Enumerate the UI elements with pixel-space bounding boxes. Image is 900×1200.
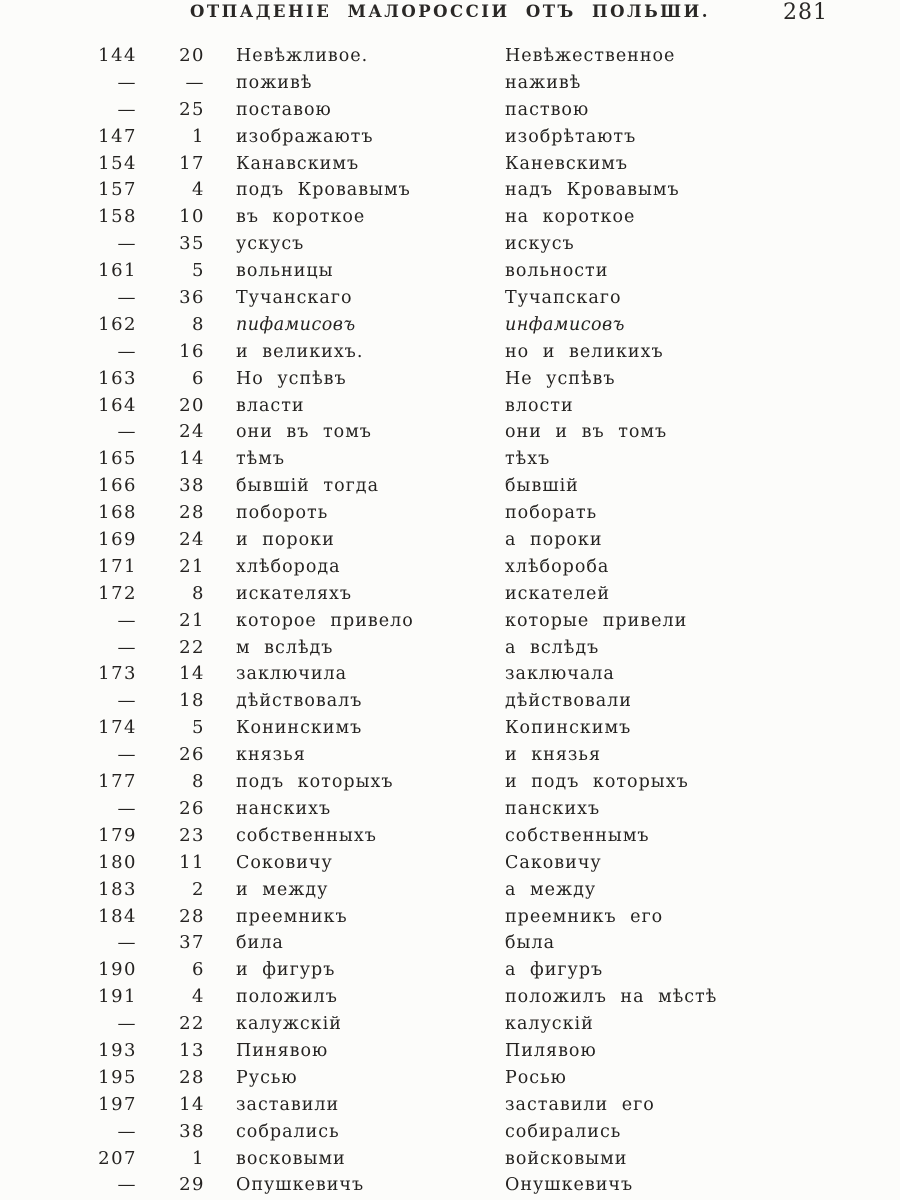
corrected-text-cell: Пилявою [505,1040,597,1061]
corrected-text-cell: они и въ томъ [505,422,668,443]
page-number-cell: — [117,609,137,631]
table-row [0,285,900,312]
page-number-cell: 193 [98,1039,137,1061]
printed-text-cell: преемникъ [236,906,348,927]
printed-text-cell: била [236,933,284,954]
table-row [0,70,900,97]
table-row [0,1065,900,1092]
page-number-cell: — [117,71,137,93]
printed-text-cell: Канавскимъ [236,153,360,174]
corrected-text-cell: хлѣбороба [505,556,610,577]
table-row [0,151,900,178]
printed-text-cell: Тучанскаго [236,288,353,309]
table-row [0,177,900,204]
line-number-cell: 4 [192,986,205,1008]
table-row [0,554,900,581]
printed-text-cell: Пинявою [236,1040,329,1061]
page-number-cell: 207 [98,1147,137,1169]
table-row [0,366,900,393]
page-number-cell: 183 [98,878,137,900]
printed-text-cell: Русью [236,1067,298,1088]
table-row [0,43,900,70]
printed-text-cell: вольницы [236,261,334,282]
printed-text-cell: и пороки [236,530,335,551]
page-number-cell: 173 [98,663,137,685]
corrected-text-cell: на короткое [505,207,636,228]
page-number: 281 [783,0,828,25]
table-row [0,258,900,285]
printed-text-cell: нанскихъ [236,798,332,819]
line-number-cell: 25 [179,98,205,120]
line-number-cell: 10 [179,206,205,228]
line-number-cell: 24 [179,529,205,551]
printed-text-cell: изображаютъ [236,126,374,147]
page-number-cell: — [117,932,137,954]
running-title: ОТПАДЕНІЕ МАЛОРОССІИ ОТЪ ПОЛЬШИ. [190,2,710,21]
line-number-cell: 35 [179,233,205,255]
table-row [0,608,900,635]
line-number-cell: 21 [179,609,205,631]
page-number-cell: 171 [98,555,137,577]
errata-table [0,43,900,1199]
table-row [0,635,900,662]
printed-text-cell: Соковичу [236,852,333,873]
line-number-cell: 28 [179,1066,205,1088]
table-row [0,1146,900,1173]
table-row [0,877,900,904]
printed-text-cell: подъ которыхъ [236,772,394,793]
printed-text-cell: заставили [236,1094,340,1115]
line-number-cell: 1 [192,125,205,147]
line-number-cell: — [185,71,205,93]
page-number-cell: — [117,744,137,766]
corrected-text-cell: Невѣжественное [505,46,676,66]
printed-text-cell: Конинскимъ [236,718,363,739]
line-number-cell: 26 [179,744,205,766]
printed-text-cell: искателяхъ [236,583,353,604]
table-row [0,473,900,500]
line-number-cell: 14 [179,448,205,470]
page-number-cell: — [117,98,137,120]
page-number-cell: — [117,690,137,712]
corrected-text-cell: надъ Кровавымъ [505,180,680,201]
line-number-cell: 14 [179,663,205,685]
printed-text-cell: восковыми [236,1148,346,1169]
page-number-cell: 166 [98,475,137,497]
printed-text-cell: положилъ [236,987,338,1008]
corrected-text-cell: Тучапскаго [505,288,622,309]
page-number-cell: 165 [98,448,137,470]
corrected-text-cell: Росью [505,1067,567,1088]
corrected-text-cell: бывшій [505,476,579,497]
page-number-cell: 157 [98,179,137,201]
corrected-text-cell: войсковыми [505,1148,628,1169]
corrected-text-cell: искусъ [505,234,575,255]
line-number-cell: 28 [179,502,205,524]
page-number-cell: 163 [98,367,137,389]
printed-text-cell: и между [236,879,329,900]
table-row [0,204,900,231]
page-number-cell: 184 [98,905,137,927]
printed-text-cell: заключила [236,664,348,685]
line-number-cell: 38 [179,475,205,497]
line-number-cell: 17 [179,152,205,174]
corrected-text-cell: Саковичу [505,852,602,873]
printed-text-cell: хлѣборода [236,556,341,577]
table-row [0,850,900,877]
line-number-cell: 22 [179,636,205,658]
corrected-text-cell: Онушкевичъ [505,1175,634,1196]
line-number-cell: 36 [179,287,205,309]
line-number-cell: 23 [179,824,205,846]
corrected-text-cell: тѣхъ [505,449,551,470]
page-number-cell: 177 [98,771,137,793]
line-number-cell: 21 [179,555,205,577]
table-row [0,97,900,124]
corrected-text-cell: преемникъ его [505,906,664,927]
table-row [0,419,900,446]
line-number-cell: 13 [179,1039,205,1061]
table-row [0,1038,900,1065]
corrected-text-cell: искателей [505,583,611,604]
line-number-cell: 37 [179,932,205,954]
corrected-text-cell: а вслѣдъ [505,637,600,658]
page-number-cell: 168 [98,502,137,524]
line-number-cell: 20 [179,45,205,66]
table-row [0,823,900,850]
table-row [0,1092,900,1119]
table-row [0,393,900,420]
corrected-text-cell: а пороки [505,530,603,551]
printed-text-cell: Опушкевичъ [236,1175,365,1196]
printed-text-cell: ускусъ [236,234,305,255]
page-number-cell: 162 [98,313,137,335]
line-number-cell: 11 [179,851,205,873]
table-row [0,984,900,1011]
printed-text-cell: калужскій [236,1014,342,1035]
table-row [0,231,900,258]
page-number-cell: — [117,340,137,362]
corrected-text-cell: была [505,933,556,954]
table-row [0,527,900,554]
page-number-cell: 191 [98,986,137,1008]
corrected-text-cell: собирались [505,1121,622,1142]
table-row [0,715,900,742]
printed-text-cell: собрались [236,1121,340,1142]
corrected-text-cell: но и великихъ [505,341,664,362]
table-row [0,446,900,473]
table-row [0,500,900,527]
page-number-cell: — [117,287,137,309]
printed-text-cell: подъ Кровавымъ [236,180,411,201]
printed-text-cell: дѣйствовалъ [236,691,363,712]
corrected-text-cell: влости [505,395,574,416]
corrected-text-cell: заключала [505,664,615,685]
line-number-cell: 24 [179,421,205,443]
page-number-cell: 158 [98,206,137,228]
line-number-cell: 14 [179,1093,205,1115]
printed-text-cell: князья [236,745,306,766]
page-number-cell: — [117,797,137,819]
corrected-text-cell: и князья [505,745,601,766]
page-number-cell: 147 [98,125,137,147]
line-number-cell: 5 [192,717,205,739]
page-number-cell: — [117,1013,137,1035]
page-number-cell: 190 [98,959,137,981]
printed-text-cell: они въ томъ [236,422,372,443]
line-number-cell: 1 [192,1147,205,1169]
printed-text-cell: побороть [236,503,329,524]
line-number-cell: 8 [192,313,205,335]
printed-text-cell: м вслѣдъ [236,637,334,658]
line-number-cell: 22 [179,1013,205,1035]
line-number-cell: 18 [179,690,205,712]
page-number-cell: — [117,233,137,255]
table-row [0,930,900,957]
printed-text-cell: власти [236,395,305,416]
page-number-cell: 195 [98,1066,137,1088]
table-row [0,124,900,151]
page-number-cell: — [117,636,137,658]
printed-text-cell: бывшій тогда [236,476,380,497]
table-row [0,957,900,984]
table-row [0,1172,900,1199]
printed-text-cell: собственныхъ [236,825,377,846]
table-row [0,581,900,608]
line-number-cell: 16 [179,340,205,362]
printed-text-cell: и великихъ. [236,341,364,362]
page-number-cell: 180 [98,851,137,873]
line-number-cell: 2 [192,878,205,900]
table-row [0,312,900,339]
corrected-text-cell: а между [505,879,597,900]
page-number-cell: 154 [98,152,137,174]
page-number-cell: 179 [98,824,137,846]
printed-text-cell: въ короткое [236,207,366,228]
table-row [0,1119,900,1146]
corrected-text-cell: а фигуръ [505,960,604,981]
line-number-cell: 5 [192,260,205,282]
corrected-text-cell: поборать [505,503,598,524]
page-number-cell: — [117,1120,137,1142]
line-number-cell: 29 [179,1174,205,1196]
table-row [0,1011,900,1038]
corrected-text-cell: Копинскимъ [505,718,632,739]
corrected-text-cell: которые привели [505,610,688,631]
line-number-cell: 28 [179,905,205,927]
table-row [0,742,900,769]
page-number-cell: 174 [98,717,137,739]
page-number-cell: 169 [98,529,137,551]
corrected-text-cell: наживѣ [505,72,582,93]
printed-text-cell: Но успѣвъ [236,368,347,389]
corrected-text-cell: собственнымъ [505,825,650,846]
corrected-text-cell: положилъ на мѣстѣ [505,987,718,1008]
page-number-cell: — [117,1174,137,1196]
corrected-text-cell: изобрѣтаютъ [505,126,637,147]
line-number-cell: 6 [192,367,205,389]
corrected-text-cell: и подъ которыхъ [505,772,689,793]
corrected-text-cell: дѣйствовали [505,691,632,712]
table-row [0,904,900,931]
line-number-cell: 26 [179,797,205,819]
corrected-text-cell: заставили его [505,1094,655,1115]
printed-text-cell: поставою [236,99,332,120]
line-number-cell: 20 [179,394,205,416]
corrected-text-cell: панскихъ [505,798,601,819]
page-number-cell: 144 [98,45,137,66]
corrected-text-cell: паствою [505,99,590,120]
table-row [0,661,900,688]
page-number-cell: 164 [98,394,137,416]
page-number-cell: 172 [98,582,137,604]
printed-text-cell: поживѣ [236,72,313,93]
line-number-cell: 8 [192,582,205,604]
corrected-text-cell: Каневскимъ [505,153,628,174]
printed-text-cell: тѣмъ [236,449,285,470]
page-number-cell: 197 [98,1093,137,1115]
table-row [0,796,900,823]
printed-text-cell: и фигуръ [236,960,336,981]
corrected-text-cell: Не успѣвъ [505,368,616,389]
corrected-text-cell: калускій [505,1014,594,1035]
printed-text-cell: пифамисовъ [236,314,356,335]
corrected-text-cell: инфамисовъ [505,314,625,335]
table-row [0,339,900,366]
printed-text-cell: Невѣжливое. [236,46,369,66]
line-number-cell: 38 [179,1120,205,1142]
line-number-cell: 4 [192,179,205,201]
printed-text-cell: которое привело [236,610,414,631]
line-number-cell: 6 [192,959,205,981]
table-row [0,688,900,715]
table-row [0,769,900,796]
page-number-cell: — [117,421,137,443]
line-number-cell: 8 [192,771,205,793]
corrected-text-cell: вольности [505,261,609,282]
page-number-cell: 161 [98,260,137,282]
